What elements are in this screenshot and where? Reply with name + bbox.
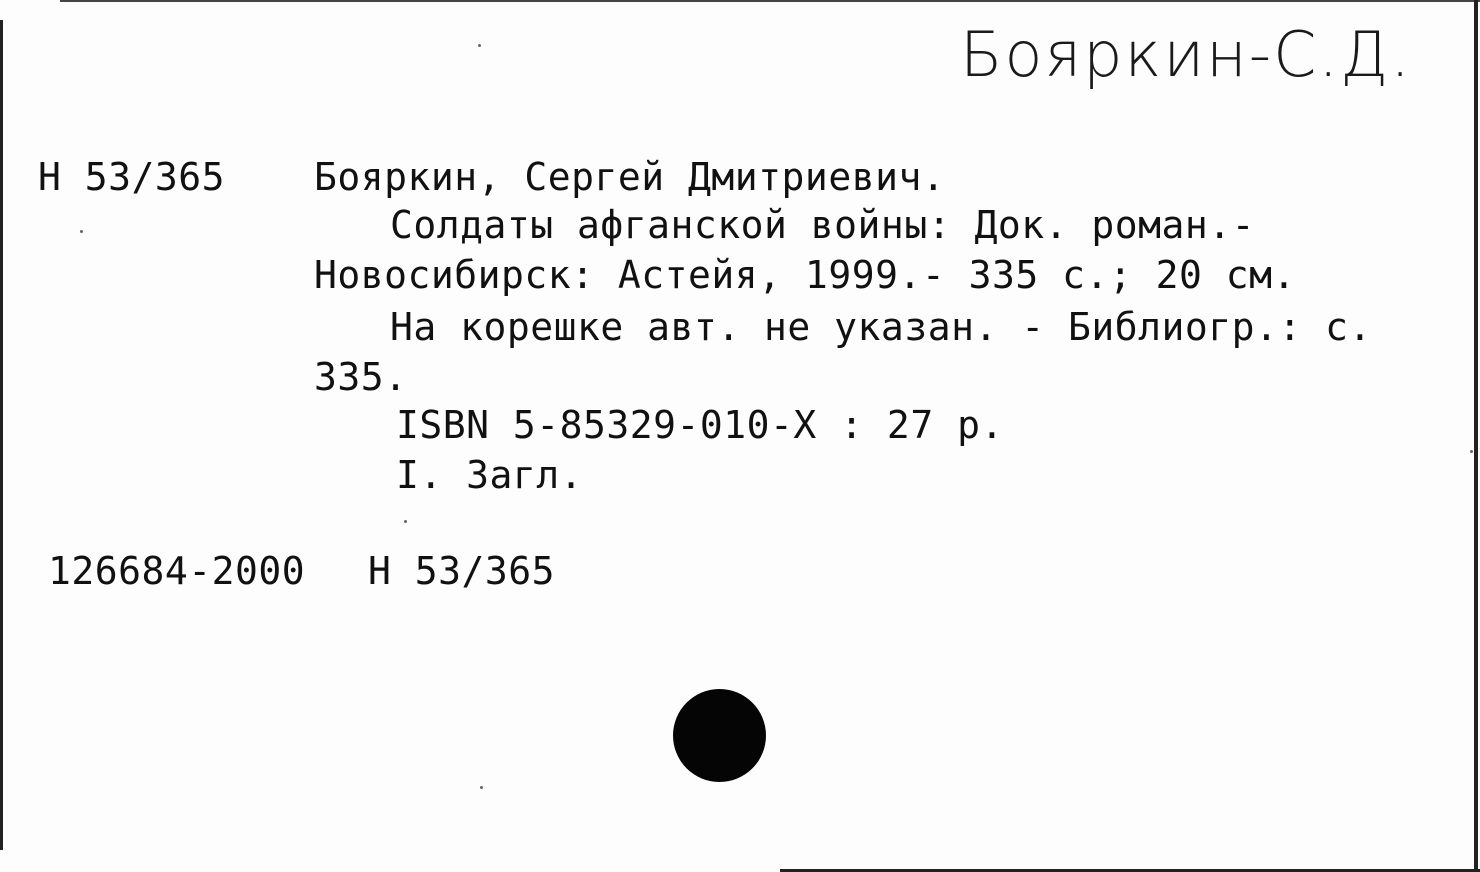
card-punch-hole bbox=[673, 689, 766, 782]
dust-speck bbox=[404, 520, 407, 523]
isbn-line: ISBN 5-85329-010-X : 27 р. bbox=[396, 403, 1004, 447]
dust-speck bbox=[478, 44, 481, 47]
notes-line-2: 335. bbox=[314, 355, 408, 399]
dust-speck bbox=[1470, 450, 1473, 453]
author-heading: Бояркин, Сергей Дмитриевич. bbox=[314, 155, 946, 199]
shelfmark: Н 53/365 bbox=[38, 155, 226, 199]
tracing-line: I. Загл. bbox=[396, 453, 584, 497]
notes-line-1: На корешке авт. не указан. - Библиогр.: с. bbox=[390, 305, 1372, 349]
dust-speck bbox=[480, 786, 483, 789]
accession-number: 126684-2000 bbox=[48, 549, 306, 593]
dust-speck bbox=[80, 230, 83, 233]
title-statement-line-1: Солдаты афганской войны: Док. роман.- bbox=[390, 203, 1255, 247]
publication-line: Новосибирск: Астейя, 1999.- 335 с.; 20 см. bbox=[314, 253, 1296, 297]
accession-shelfmark: Н 53/365 bbox=[368, 549, 556, 593]
card-edge-top bbox=[60, 0, 1480, 2]
handwritten-heading: Бояркин-С.Д. bbox=[960, 18, 1412, 91]
card-edge-right bbox=[1474, 0, 1478, 872]
card-edge-left bbox=[0, 20, 3, 850]
